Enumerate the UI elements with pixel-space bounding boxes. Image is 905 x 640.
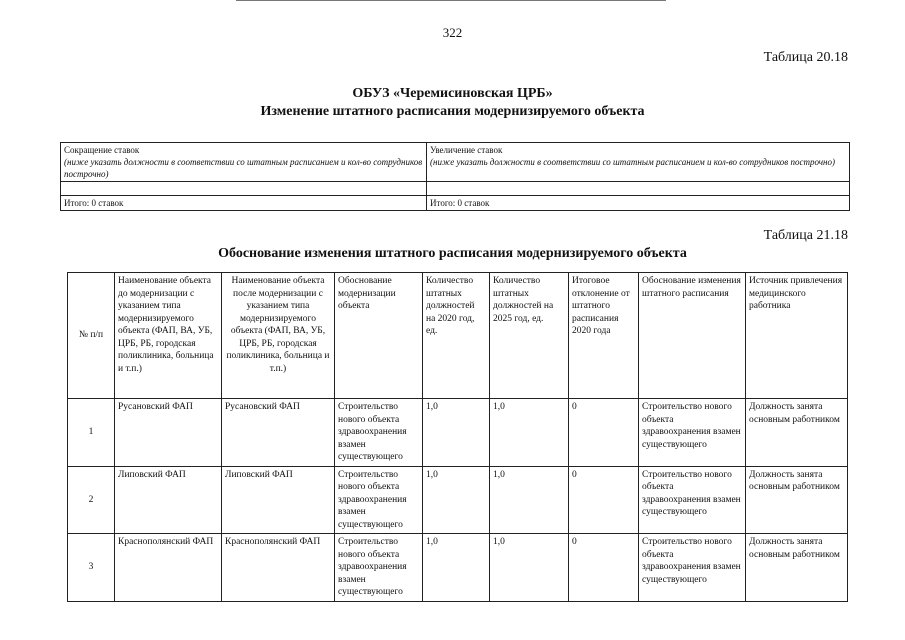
deviation: 0 [569,466,639,534]
reduction-header: Сокращение ставок [64,145,140,155]
modernization-reason: Строительство нового объекта здравоохранения взамен существующего [335,534,423,602]
object-after: Липовский ФАП [222,466,335,534]
increase-total: Итого: 0 ставок [427,196,850,211]
table-row [68,399,848,467]
positions-2025: 1,0 [490,399,569,467]
reduction-note: (ниже указать должности в соответствии со штатным расписанием и кол-во сотрудников построчно) [64,157,423,179]
worker-source: Должность занята основным работником [746,534,848,602]
empty-cell [427,182,850,196]
positions-2025: 1,0 [490,534,569,602]
organization-title: ОБУЗ «Черемисиновская ЦРБ» [352,86,553,101]
reduction-total: Итого: 0 ставок [61,196,427,211]
table-row [61,196,850,211]
worker-source: Должность занята основным работником [746,399,848,467]
increase-note: (ниже указать должности в соответствии со штатным расписанием и кол-во сотрудников построчно) [430,157,835,167]
reduction-header-cell [61,143,427,182]
staffing-change-reason: Строительство нового объекта здравоохранения взамен существующего [639,534,746,602]
increase-header-cell [427,143,850,182]
table-21-title: Обоснование изменения штатного расписания модернизируемого объекта [218,246,687,261]
staffing-change-table [60,142,850,211]
header-cell: Итоговое отклонение от штатного расписания 2020 года [569,273,639,399]
modernization-reason: Строительство нового объекта здравоохранения взамен существующего [335,466,423,534]
header-cell: Наименование объекта после модернизации с указанием типа модернизируемого объекта (ФАП, ВА, УБ, ЦРБ, РБ, городская поликлиника, больница и т.п.) [222,273,335,399]
positions-2020: 1,0 [423,534,490,602]
positions-2025: 1,0 [490,466,569,534]
header-cell: Количество штатных должностей на 2020 год, ед. [423,273,490,399]
modernization-reason: Строительство нового объекта здравоохранения взамен существующего [335,399,423,467]
table-row [61,143,850,182]
header-cell: Обоснование модернизации объекта [335,273,423,399]
staffing-change-reason: Строительство нового объекта здравоохранения взамен существующего [639,466,746,534]
row-number: 2 [68,466,115,534]
header-cell: № п/п [68,273,115,399]
row-number: 3 [68,534,115,602]
object-before: Краснополянский ФАП [115,534,222,602]
header-cell: Наименование объекта до модернизации с указанием типа модернизируемого объекта (ФАП, ВА, УБ, ЦРБ, РБ, городская поликлиника, больница и т.п.) [115,273,222,399]
table-row [68,466,848,534]
object-before: Русановский ФАП [115,399,222,467]
deviation: 0 [569,399,639,467]
header-cell: Количество штатных должностей на 2025 год, ед. [490,273,569,399]
deviation: 0 [569,534,639,602]
table-20-label: Таблица 20.18 [763,50,848,65]
staffing-change-reason: Строительство нового объекта здравоохранения взамен существующего [639,399,746,467]
increase-header: Увеличение ставок [430,145,503,155]
justification-table [67,272,848,602]
header-cell: Источник привлечения медицинского работника [746,273,848,399]
empty-cell [61,182,427,196]
table-row [61,182,850,196]
table-20-title: Изменение штатного расписания модернизируемого объекта [260,104,645,119]
table-21-label: Таблица 21.18 [763,228,848,243]
worker-source: Должность занята основным работником [746,466,848,534]
top-rule [236,0,666,1]
positions-2020: 1,0 [423,466,490,534]
object-after: Русановский ФАП [222,399,335,467]
positions-2020: 1,0 [423,399,490,467]
object-before: Липовский ФАП [115,466,222,534]
row-number: 1 [68,399,115,467]
object-after: Краснополянский ФАП [222,534,335,602]
header-cell: Обоснование изменения штатного расписания [639,273,746,399]
page-number: 322 [442,25,463,40]
table-row [68,534,848,602]
header-row [68,273,848,399]
